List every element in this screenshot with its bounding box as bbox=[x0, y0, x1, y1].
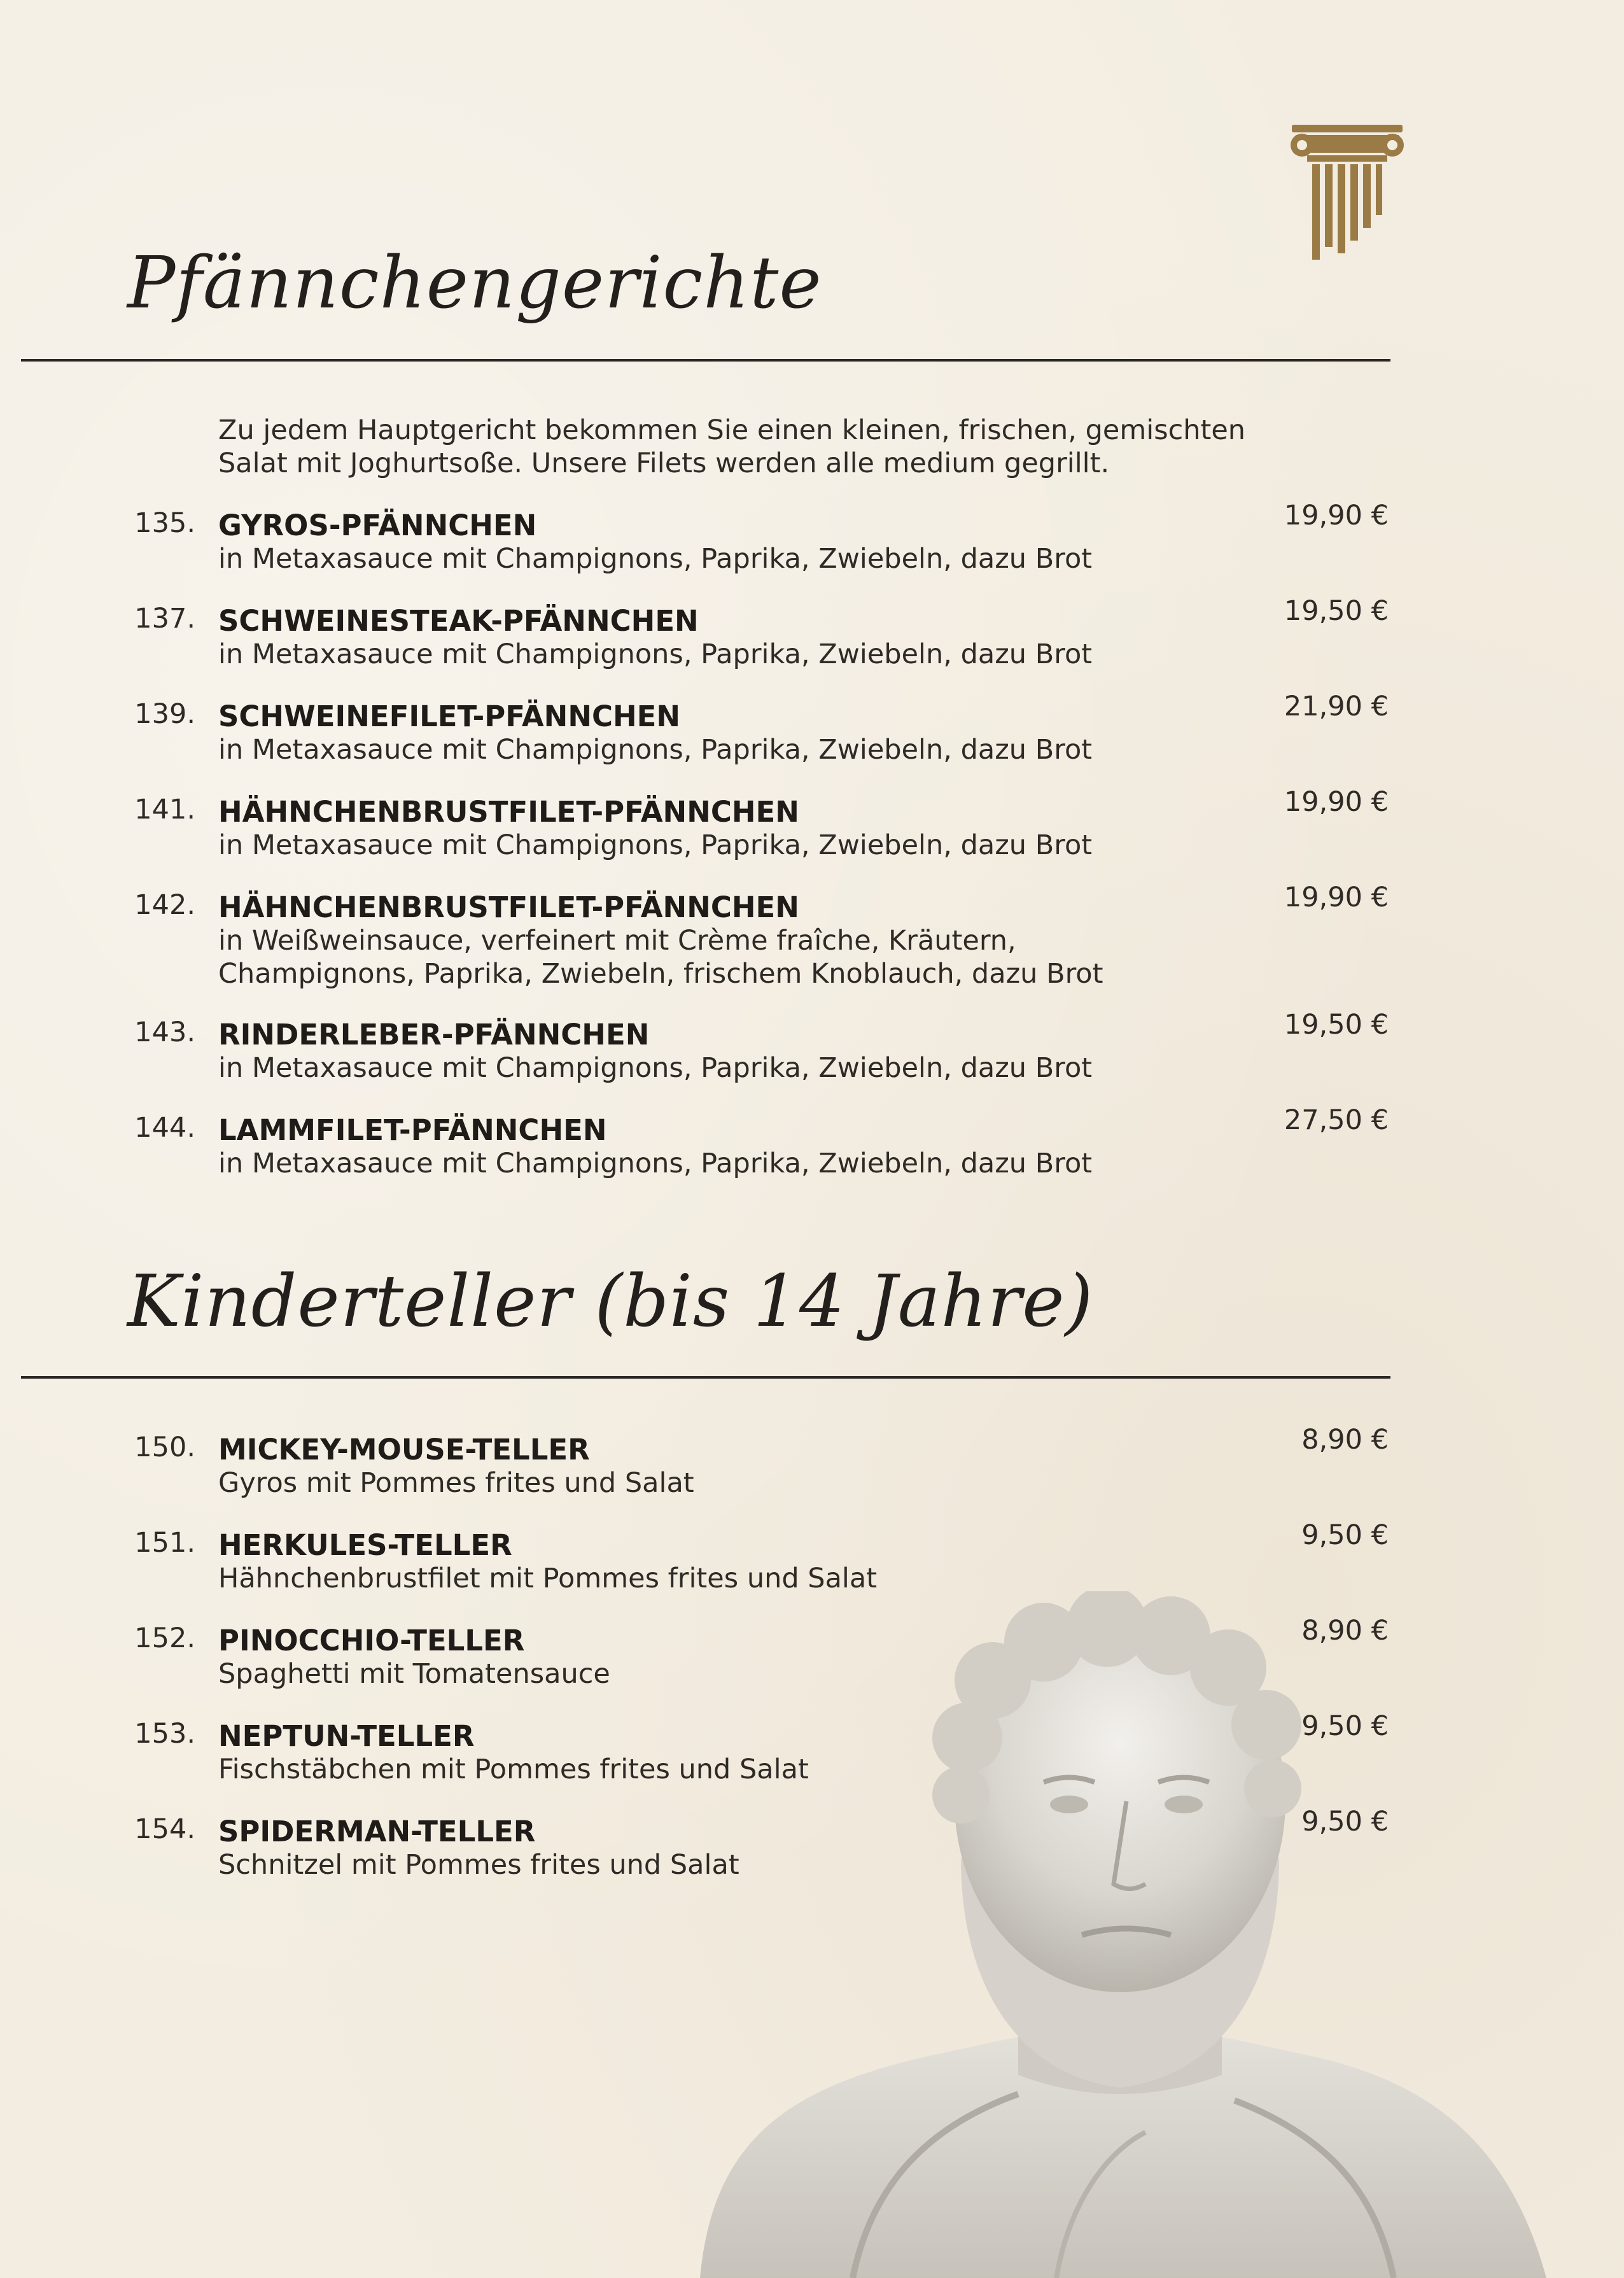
item-price: 8,90 € bbox=[1301, 1424, 1389, 1456]
item-name: RINDERLEBER-PFÄNNCHEN bbox=[218, 1018, 650, 1051]
menu-item bbox=[0, 1104, 1624, 1188]
item-name: MICKEY-MOUSE-TELLER bbox=[218, 1433, 590, 1466]
item-description: in Metaxasauce mit Champignons, Paprika, Zwiebeln, dazu Brot bbox=[218, 734, 1093, 766]
item-description: in Metaxasauce mit Champignons, Paprika, Zwiebeln, dazu Brot bbox=[218, 1148, 1093, 1179]
item-price: 9,50 € bbox=[1301, 1710, 1389, 1742]
item-description: Gyros mit Pommes frites und Salat bbox=[218, 1467, 694, 1499]
item-name: HÄHNCHENBRUSTFILET-PFÄNNCHEN bbox=[218, 795, 799, 829]
menu-item bbox=[0, 1424, 1624, 1507]
item-description: in Weißweinsauce, verfeinert mit Crème fraîche, Kräutern, Champignons, Paprika, Zwiebeln, frischem Knoblauch, dazu Brot bbox=[218, 925, 1103, 990]
section-title-pfannchen: Pfännchengerichte bbox=[127, 242, 822, 325]
item-name: NEPTUN-TELLER bbox=[218, 1719, 475, 1753]
item-description: in Metaxasauce mit Champignons, Paprika, Zwiebeln, dazu Brot bbox=[218, 543, 1093, 575]
item-description: Schnitzel mit Pommes frites und Salat bbox=[218, 1849, 739, 1881]
item-price: 19,50 € bbox=[1284, 1009, 1389, 1041]
item-number: 143. bbox=[134, 1016, 195, 1048]
menu-item bbox=[0, 882, 1624, 990]
item-description: Fischstäbchen mit Pommes frites und Salat bbox=[218, 1754, 809, 1785]
menu-item bbox=[0, 691, 1624, 774]
item-number: 150. bbox=[134, 1431, 195, 1463]
menu-item bbox=[0, 595, 1624, 678]
section-intro: Zu jedem Hauptgericht bekommen Sie einen kleinen, frischen, gemischten Salat mit Joghurtsoße. Unsere Filets werden alle medium gegrillt. bbox=[218, 414, 1246, 479]
item-name: PINOCCHIO-TELLER bbox=[218, 1624, 525, 1657]
menu-item bbox=[0, 1009, 1624, 1092]
item-number: 152. bbox=[134, 1622, 195, 1654]
item-description: in Metaxasauce mit Champignons, Paprika, Zwiebeln, dazu Brot bbox=[218, 1052, 1093, 1084]
item-number: 141. bbox=[134, 794, 195, 826]
item-description: in Metaxasauce mit Champignons, Paprika, Zwiebeln, dazu Brot bbox=[218, 638, 1093, 670]
item-number: 139. bbox=[134, 698, 195, 730]
menu-item bbox=[0, 500, 1624, 583]
item-name: HERKULES-TELLER bbox=[218, 1528, 512, 1562]
item-number: 137. bbox=[134, 603, 195, 635]
item-name: SCHWEINESTEAK-PFÄNNCHEN bbox=[218, 604, 699, 638]
item-number: 153. bbox=[134, 1718, 195, 1750]
item-name: HÄHNCHENBRUSTFILET-PFÄNNCHEN bbox=[218, 890, 799, 924]
item-price: 9,50 € bbox=[1301, 1519, 1389, 1551]
item-price: 19,90 € bbox=[1284, 500, 1389, 531]
item-number: 151. bbox=[134, 1527, 195, 1559]
item-price: 19,90 € bbox=[1284, 786, 1389, 818]
item-price: 8,90 € bbox=[1301, 1615, 1389, 1647]
item-price: 21,90 € bbox=[1284, 691, 1389, 722]
item-price: 19,50 € bbox=[1284, 595, 1389, 627]
item-name: SCHWEINEFILET-PFÄNNCHEN bbox=[218, 700, 681, 733]
item-name: GYROS-PFÄNNCHEN bbox=[218, 509, 537, 542]
item-description: in Metaxasauce mit Champignons, Paprika, Zwiebeln, dazu Brot bbox=[218, 829, 1093, 861]
section-divider bbox=[21, 1376, 1390, 1379]
greek-column-icon bbox=[1287, 121, 1408, 267]
item-price: 27,50 € bbox=[1284, 1104, 1389, 1136]
item-name: LAMMFILET-PFÄNNCHEN bbox=[218, 1113, 607, 1147]
item-number: 142. bbox=[134, 889, 195, 921]
item-description: Spaghetti mit Tomatensauce bbox=[218, 1658, 610, 1690]
item-price: 19,90 € bbox=[1284, 882, 1389, 913]
item-number: 135. bbox=[134, 507, 195, 539]
greek-bust-image bbox=[662, 1591, 1624, 2278]
item-number: 144. bbox=[134, 1112, 195, 1144]
item-description: Hähnchenbrustfilet mit Pommes frites und Salat bbox=[218, 1563, 878, 1594]
item-number: 154. bbox=[134, 1813, 195, 1845]
menu-item bbox=[0, 786, 1624, 869]
item-price: 9,50 € bbox=[1301, 1806, 1389, 1838]
item-name: SPIDERMAN-TELLER bbox=[218, 1815, 536, 1848]
section-divider bbox=[21, 359, 1390, 362]
section-title-kinder: Kinderteller (bis 14 Jahre) bbox=[127, 1260, 1094, 1343]
